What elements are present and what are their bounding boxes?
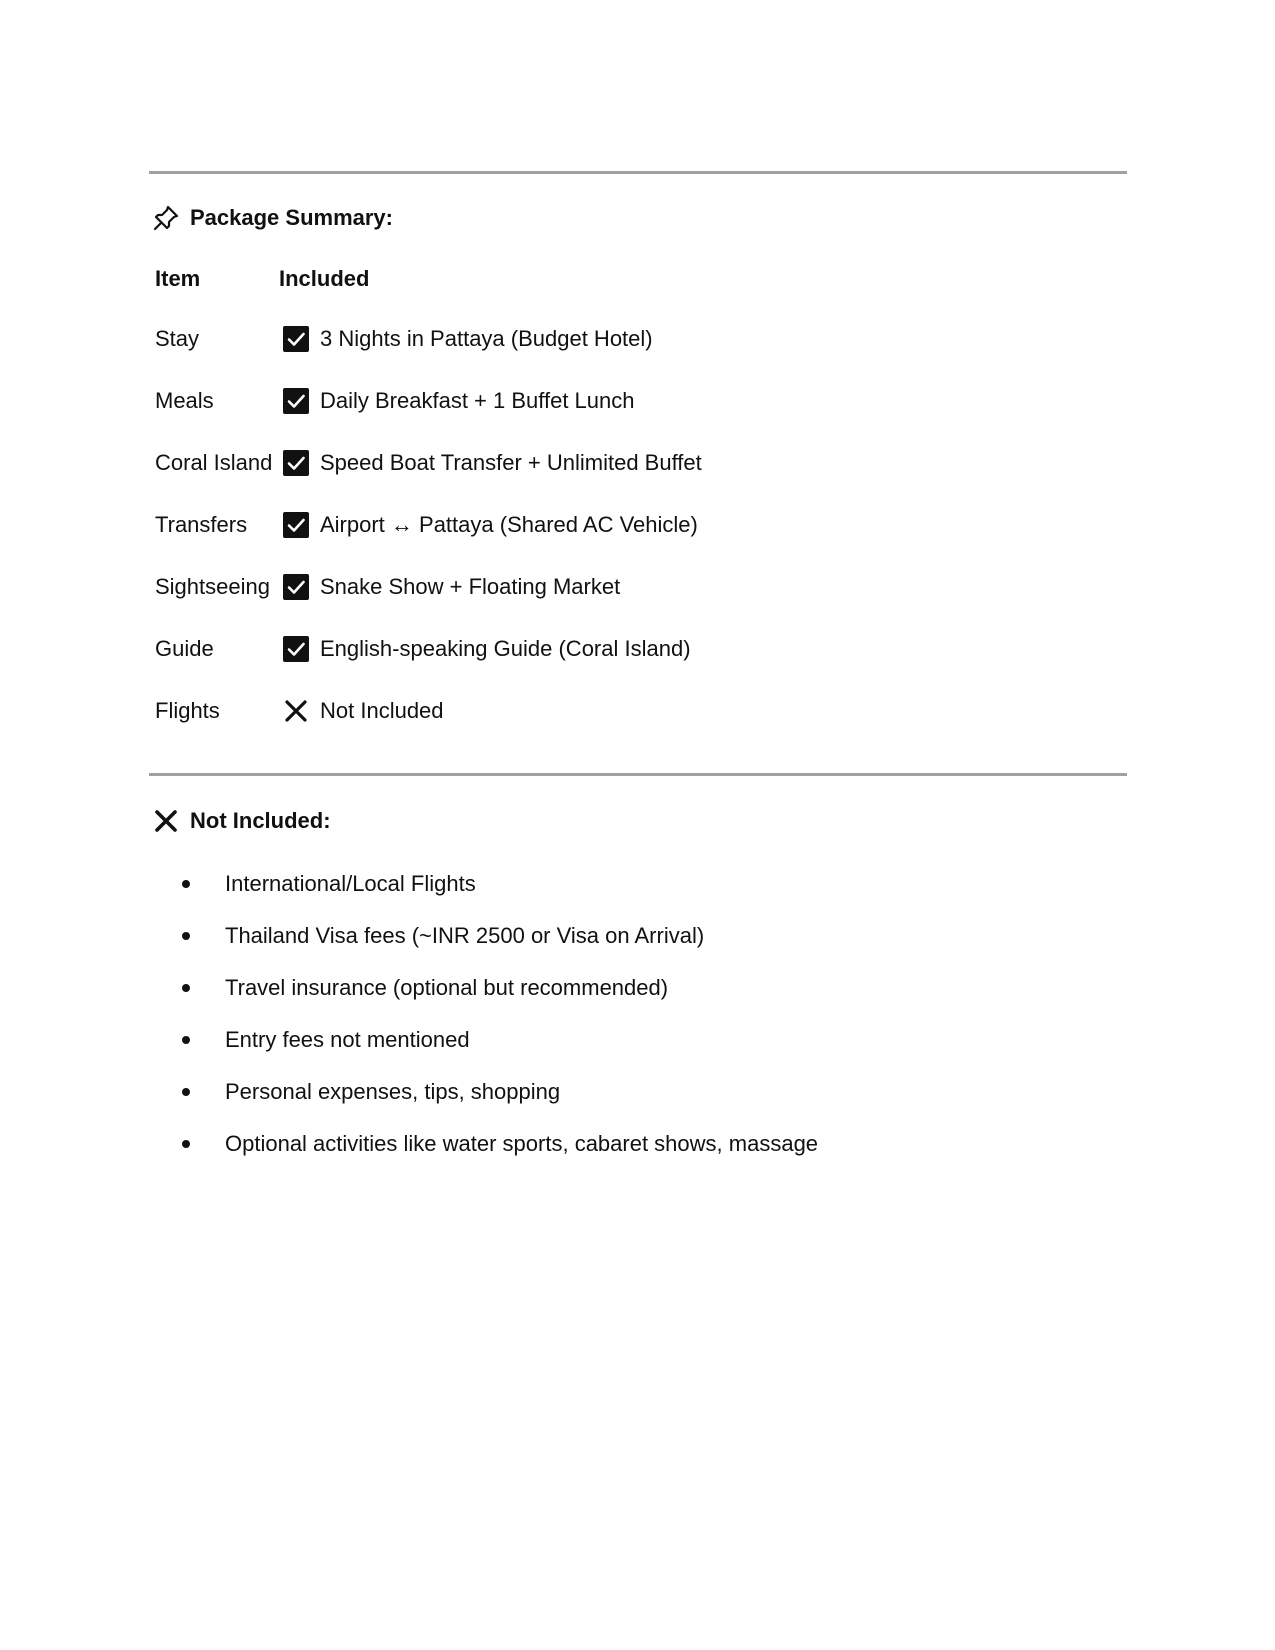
not-included-title: Not Included: <box>190 808 331 833</box>
package-summary-table <box>155 262 702 742</box>
list-item <box>182 1014 818 1066</box>
row-item-label: Coral Island <box>155 450 273 475</box>
list-item-text: Personal expenses, tips, shopping <box>225 1079 561 1104</box>
row-item-label: Sightseeing <box>155 574 270 599</box>
table-header <box>155 262 702 296</box>
checkbox-checked-icon <box>282 325 310 353</box>
table-row <box>155 680 702 742</box>
list-item <box>182 858 818 910</box>
cross-mark-icon <box>282 697 310 725</box>
row-item-label: Stay <box>155 326 200 351</box>
pushpin-icon <box>152 204 180 232</box>
list-item-text: Thailand Visa fees (~INR 2500 or Visa on Arrival) <box>225 923 705 948</box>
table-row <box>155 370 702 432</box>
list-item-text: Optional activities like water sports, cabaret shows, massage <box>225 1131 819 1156</box>
row-included-value: Not Included <box>320 698 444 723</box>
not-included-list <box>182 858 818 1170</box>
cross-mark-icon <box>152 807 180 835</box>
row-included-value: 3 Nights in Pattaya (Budget Hotel) <box>320 326 653 351</box>
row-item-label: Meals <box>155 388 214 413</box>
bullet-icon <box>182 932 190 940</box>
list-item <box>182 1066 818 1118</box>
checkbox-checked-icon <box>282 635 310 663</box>
list-item <box>182 910 818 962</box>
table-row <box>155 494 702 556</box>
row-included-value: Airport ↔ Pattaya (Shared AC Vehicle) <box>320 512 698 537</box>
horizontal-rule <box>149 773 1127 776</box>
checkbox-checked-icon <box>282 573 310 601</box>
row-included-value: Snake Show + Floating Market <box>320 574 621 599</box>
checkbox-checked-icon <box>282 449 310 477</box>
list-item-text: International/Local Flights <box>225 871 476 896</box>
bullet-icon <box>182 984 190 992</box>
list-item <box>182 962 818 1014</box>
list-item <box>182 1118 818 1170</box>
table-row <box>155 556 702 618</box>
table-row <box>155 432 702 494</box>
table-row <box>155 618 702 680</box>
row-included-value: English-speaking Guide (Coral Island) <box>320 636 691 661</box>
row-included-value: Daily Breakfast + 1 Buffet Lunch <box>320 388 635 413</box>
checkbox-checked-icon <box>282 387 310 415</box>
row-item-label: Flights <box>155 698 220 723</box>
package-summary-heading <box>152 204 393 232</box>
row-item-label: Transfers <box>155 512 248 537</box>
bullet-icon <box>182 1140 190 1148</box>
checkbox-checked-icon <box>282 511 310 539</box>
bullet-icon <box>182 1088 190 1096</box>
column-header-included: Included <box>279 266 370 291</box>
not-included-heading <box>152 807 331 835</box>
package-summary-title: Package Summary: <box>190 205 393 230</box>
column-header-item: Item <box>155 266 201 291</box>
row-included-value: Speed Boat Transfer + Unlimited Buffet <box>320 450 702 475</box>
list-item-text: Travel insurance (optional but recommended) <box>225 975 669 1000</box>
list-item-text: Entry fees not mentioned <box>225 1027 470 1052</box>
bullet-icon <box>182 1036 190 1044</box>
horizontal-rule <box>149 171 1127 174</box>
bullet-icon <box>182 880 190 888</box>
table-body <box>155 308 702 742</box>
table-row <box>155 308 702 370</box>
row-item-label: Guide <box>155 636 214 661</box>
